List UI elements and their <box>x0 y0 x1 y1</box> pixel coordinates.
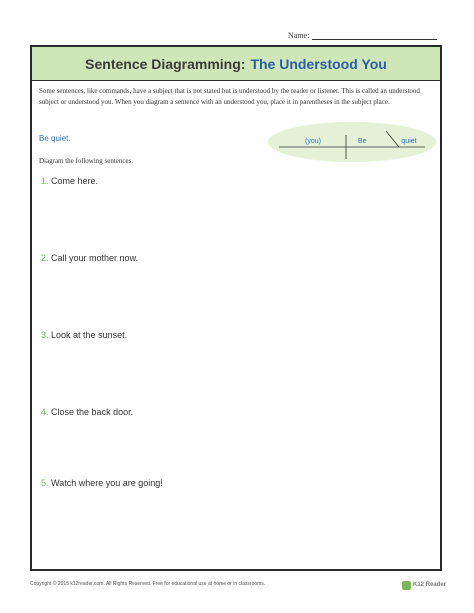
k12reader-logo <box>402 578 448 592</box>
item-text: Look at the sunset. <box>51 330 128 340</box>
example-sentence: Be quiet. <box>39 134 71 143</box>
instructions: Diagram the following sentences. <box>39 157 134 165</box>
copyright-footer: Copyright © 2015 k12reader.com. All Rights Reserved. Free for educational use at home or in classrooms. <box>30 581 266 587</box>
name-line <box>288 31 437 40</box>
item-number: 3. <box>41 330 49 340</box>
exercise-item <box>41 330 127 340</box>
logo-mark-icon <box>402 581 411 590</box>
item-number: 5. <box>41 478 49 488</box>
logo-text: K12 Reader <box>413 582 447 588</box>
item-text: Call your mother now. <box>51 253 139 263</box>
title-bar <box>32 47 440 81</box>
worksheet-frame <box>30 45 442 571</box>
title-main: Sentence Diagramming: <box>85 55 246 72</box>
item-number: 1. <box>41 176 49 186</box>
exercise-item <box>41 478 163 488</box>
item-text: Close the back door. <box>51 407 134 417</box>
example-diagram <box>267 121 437 163</box>
exercise-item <box>41 176 98 186</box>
title-accent: The Understood You <box>250 55 387 72</box>
item-text: Come here. <box>51 176 99 186</box>
item-text: Watch where you are going! <box>51 478 163 488</box>
exercise-item <box>41 253 138 263</box>
diagram-verb: Be <box>358 138 367 145</box>
name-label: Name: <box>288 31 310 40</box>
item-number: 2. <box>41 253 49 263</box>
item-number: 4. <box>41 407 49 417</box>
exercise-item <box>41 407 133 417</box>
diagram-subject: (you) <box>305 138 321 145</box>
intro-paragraph: Some sentences, like commands, have a subject that is not stated but is understood by the reader or listener. This is called an understood subject or understood you. When you diagram a sentence with an understood you, place it in parentheses in the subject place. <box>39 87 420 106</box>
name-field[interactable] <box>312 31 437 40</box>
diagram-complement: quiet <box>401 138 417 145</box>
